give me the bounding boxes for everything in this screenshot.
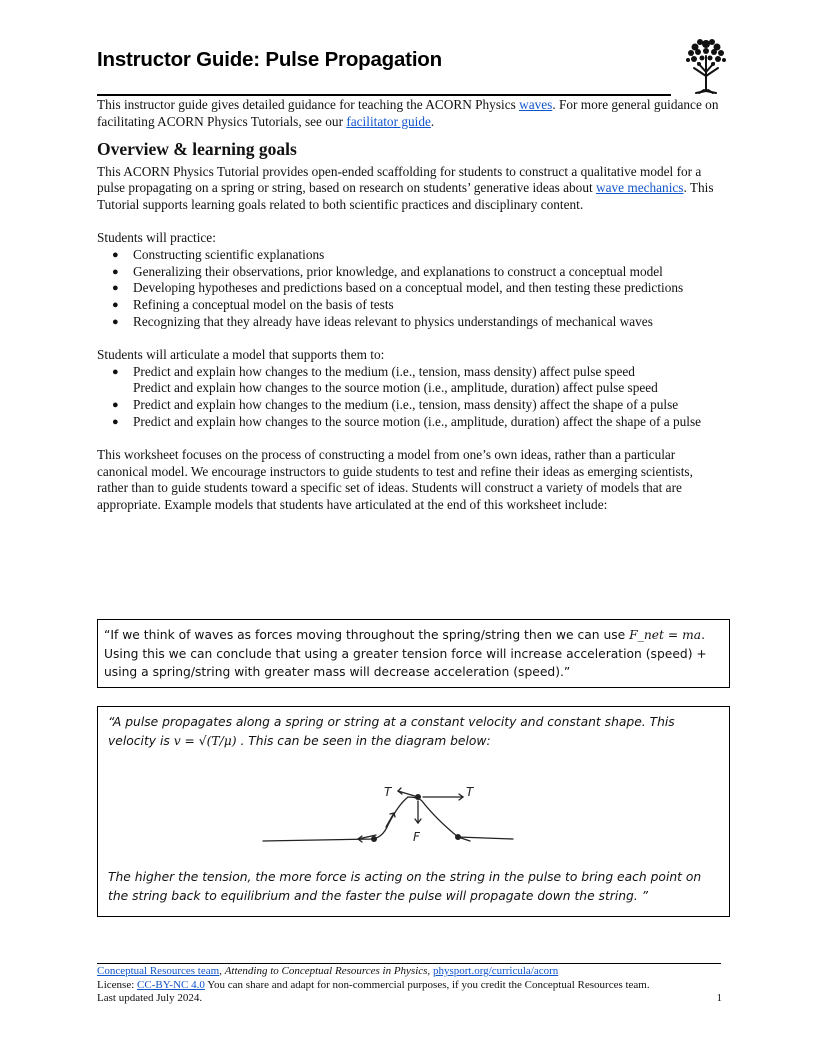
point-b	[415, 794, 421, 800]
point-c	[455, 834, 461, 840]
waves-link[interactable]: waves	[519, 97, 553, 112]
velocity-equation: v = √(T/μ)	[173, 733, 237, 748]
quote-text: . This can be seen in the diagram below:	[236, 733, 491, 748]
physport-link[interactable]: physport.org/curricula/acorn	[432, 965, 559, 977]
list-item: ● Predict and explain how changes to the medium (i.e., tension, mass density) affect pulse speed	[112, 363, 635, 379]
string-line	[263, 797, 513, 841]
section-heading-overview: Overview & learning goals	[97, 138, 297, 159]
quote-text: “A pulse propagates along a spring or string at a constant velocity and constant shape. This velocity is	[108, 715, 675, 748]
tree-logo-icon	[682, 36, 730, 94]
page-title: Instructor Guide: Pulse Propagation	[97, 48, 442, 71]
quote-text: . Using this we can conclude that using a greater tension force will increase acceleration (speed) + using a spring/string with greater mass will decrease acceleration (speed).”	[104, 628, 707, 680]
pulse-diagram	[258, 779, 518, 859]
quote-conclusion: The higher the tension, the more force is acting on the string in the pulse to bring each point on the string back to equilibrium and the faster the pulse will propagate down the string. ”	[108, 870, 702, 903]
list-item: ● Recognizing that they already have ideas relevant to physics understandings of mechanical waves	[112, 313, 653, 329]
footer-updated: Last updated July 2024.	[97, 992, 203, 1005]
model-list	[97, 364, 722, 431]
worksheet-paragraph: This worksheet focuses on the process of constructing a model from one’s own ideas, rather than a particular canonical model. We encourage instructors to guide students to test and refine their ideas as emerging scientists, rather than to guide students toward a specific set of ideas. Students will construct a variety of models that are appropriate. Example models that students have articulated at the end of this worksheet include:	[97, 446, 693, 513]
intro-text: This instructor guide gives detailed guidance for teaching the ACORN Physics	[97, 97, 520, 112]
overview-paragraph	[97, 164, 722, 214]
wave-mechanics-link[interactable]: wave mechanics	[595, 180, 684, 196]
fnet-equation: F_net = ma	[629, 628, 702, 642]
intro-paragraph	[97, 97, 722, 131]
footer-line-1: Conceptual Resources team, Attending to Conceptual Resources in Physics, physport.org/curricula/acorn	[97, 965, 559, 977]
list-item: ● Predict and explain how changes to the medium (i.e., tension, mass density) affect the shape of a pulse	[112, 397, 679, 413]
license-link[interactable]: CC-BY-NC 4.0	[137, 978, 205, 991]
list-item: ● Developing hypotheses and predictions based on a conceptual model, and then testing these predictions	[112, 280, 684, 296]
page-number: 1	[716, 992, 722, 1004]
list-item: ● Predict and explain how changes to the source motion (i.e., amplitude, duration) affect the shape of a pulse	[112, 413, 702, 429]
list-item: Predict and explain how changes to the source motion (i.e., amplitude, duration) affect pulse speed	[133, 380, 658, 396]
facilitator-guide-link[interactable]: facilitator guide	[346, 113, 431, 129]
list-item: ● Generalizing their observations, prior knowledge, and explanations to construct a conceptual model	[112, 263, 663, 279]
list-item: ● Refining a conceptual model on the basis of tests	[112, 297, 394, 313]
student-quote-box-2	[97, 706, 730, 917]
student-quote-box-1	[97, 619, 730, 688]
page-footer	[97, 965, 722, 1006]
header-rule	[97, 94, 671, 96]
force-label: F	[413, 830, 420, 844]
book-title: Attending to Conceptual Resources in Physics,	[224, 965, 431, 977]
document-body	[97, 97, 722, 514]
quote-text: “If we think of waves as forces moving throughout the spring/string then we can use	[104, 628, 630, 642]
footer-line-2: License: CC-BY-NC 4.0 You can share and adapt for non-commercial purposes, if you credit the Conceptual Resources team.	[97, 978, 650, 991]
page-header	[97, 34, 737, 96]
model-intro: Students will articulate a model that supports them to:	[97, 346, 385, 362]
tension-label-left: T	[384, 785, 392, 799]
practice-intro: Students will practice:	[97, 229, 216, 245]
practice-list	[97, 247, 722, 331]
point-a	[371, 836, 377, 842]
footer-rule	[97, 963, 721, 964]
team-link[interactable]: Conceptual Resources team	[97, 965, 220, 977]
list-item: ● Constructing scientific explanations	[112, 246, 325, 262]
intro-text: .	[430, 113, 435, 129]
overview-text: . This Tutorial supports learning goals related to both scientific practices and disciplinary content.	[97, 180, 714, 213]
intro-text: . For more general guidance on facilitating ACORN Physics Tutorials, see our	[97, 97, 719, 129]
overview-text: This ACORN Physics Tutorial provides open-ended scaffolding for students to construct a qualitative model for a pulse propagating on a spring or string, based on research on students’ generative ideas about	[97, 163, 702, 196]
tension-label-right: T	[466, 785, 474, 799]
